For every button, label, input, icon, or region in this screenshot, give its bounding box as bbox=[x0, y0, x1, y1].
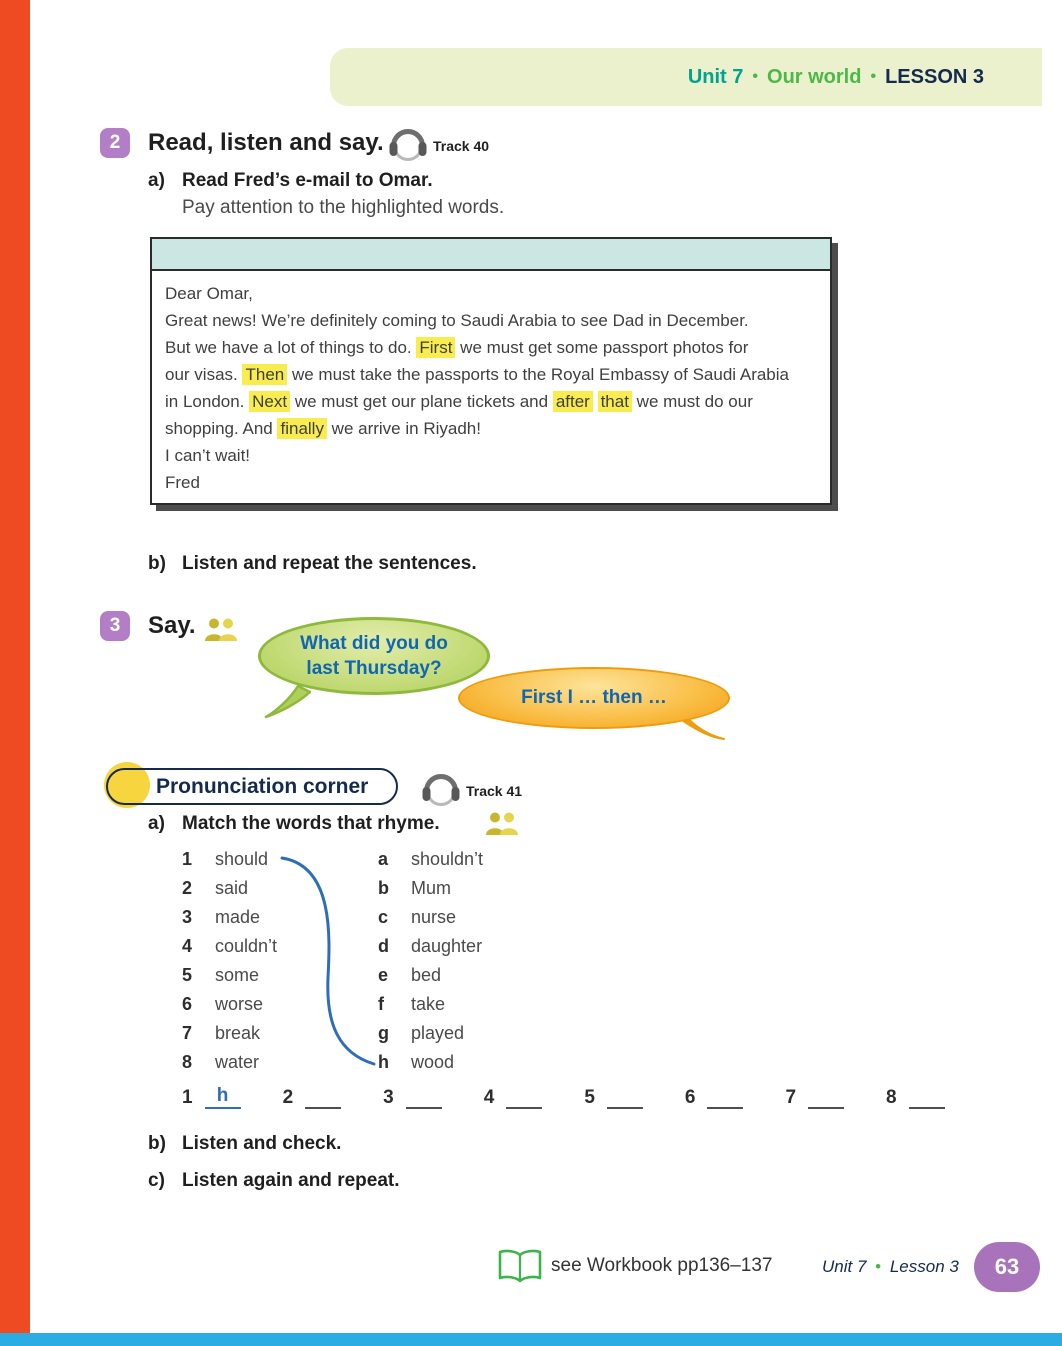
answer-item bbox=[584, 1085, 643, 1109]
highlighted-word: finally bbox=[277, 418, 326, 439]
pair-work-icon bbox=[484, 811, 520, 840]
activity-2-badge: 2 bbox=[100, 128, 130, 158]
item-c-text: Listen again and repeat. bbox=[182, 1170, 400, 1191]
item-a-label: a) bbox=[148, 813, 165, 834]
answers-row bbox=[182, 1085, 945, 1109]
email-line bbox=[165, 415, 817, 442]
match-key: e bbox=[378, 965, 389, 985]
email-box bbox=[150, 237, 832, 505]
match-row bbox=[378, 990, 483, 1019]
item-b-text: Listen and check. bbox=[182, 1133, 342, 1154]
match-word: wood bbox=[411, 1052, 455, 1072]
bubble-line: What did you do bbox=[300, 633, 448, 654]
answer-blank bbox=[707, 1085, 743, 1109]
match-row bbox=[378, 874, 483, 903]
match-row bbox=[182, 874, 277, 903]
answer-number: 1 bbox=[182, 1087, 193, 1108]
item-c-label: c) bbox=[148, 1170, 165, 1191]
email-text: Dear Omar, bbox=[165, 284, 253, 303]
match-key: 7 bbox=[182, 1023, 193, 1043]
match-row bbox=[378, 961, 483, 990]
track-label: Track 41 bbox=[466, 783, 523, 799]
match-word: bed bbox=[411, 965, 442, 985]
match-key: 4 bbox=[182, 936, 193, 956]
open-book-icon bbox=[497, 1248, 543, 1289]
answer-number: 2 bbox=[282, 1087, 294, 1108]
highlighted-word: First bbox=[416, 337, 455, 358]
match-key: d bbox=[378, 936, 389, 956]
match-row bbox=[182, 932, 277, 961]
answer-number: 6 bbox=[684, 1087, 696, 1108]
track-label: Track 40 bbox=[433, 138, 490, 154]
bubble-line: First I … then … bbox=[521, 687, 667, 708]
lesson-ref-separator: • bbox=[875, 1257, 882, 1276]
headphones-icon bbox=[418, 765, 464, 816]
match-row bbox=[378, 903, 483, 932]
email-text: we must get our plane tickets and bbox=[290, 392, 553, 411]
email-line bbox=[165, 442, 817, 469]
email-text: I can’t wait! bbox=[165, 446, 251, 465]
item-a-label: a) bbox=[148, 170, 165, 191]
match-key: g bbox=[378, 1023, 389, 1043]
lesson-ref-lesson: Lesson 3 bbox=[889, 1257, 959, 1276]
email-text: Great news! We’re definitely coming to Saudi Arabia to see Dad in December. bbox=[165, 311, 749, 330]
speech-bubble-question bbox=[258, 617, 490, 695]
match-row bbox=[378, 845, 483, 874]
answer-number: 5 bbox=[584, 1087, 595, 1108]
header-topic: Our world bbox=[767, 65, 862, 88]
email-text: we must take the passports to the Royal Embassy of Saudi Arabia bbox=[287, 365, 789, 384]
email-body bbox=[152, 271, 830, 496]
answer-number: 7 bbox=[785, 1087, 797, 1108]
match-word: Mum bbox=[411, 878, 451, 898]
highlighted-word: Then bbox=[242, 364, 287, 385]
email-text bbox=[593, 392, 598, 411]
pronunciation-corner-title: Pronunciation corner bbox=[106, 768, 398, 805]
answer-blank bbox=[909, 1085, 945, 1109]
header-lesson: LESSON 3 bbox=[885, 65, 984, 88]
match-key: 6 bbox=[182, 994, 193, 1014]
email-text: Fred bbox=[165, 473, 200, 492]
answer-item bbox=[484, 1085, 543, 1109]
answer-blank bbox=[406, 1085, 442, 1109]
match-word: some bbox=[215, 965, 260, 985]
match-key: c bbox=[378, 907, 389, 927]
match-row bbox=[182, 845, 277, 874]
answer-blank bbox=[607, 1085, 643, 1109]
match-word: couldn’t bbox=[215, 936, 278, 956]
email-line bbox=[165, 280, 817, 307]
pair-work-icon bbox=[203, 617, 239, 646]
match-word: made bbox=[215, 907, 261, 927]
answer-blank: h bbox=[205, 1085, 241, 1109]
match-connector-line bbox=[272, 848, 384, 1074]
left-edge-bar bbox=[0, 0, 30, 1333]
match-word: said bbox=[215, 878, 249, 898]
match-key: f bbox=[378, 994, 384, 1014]
answer-item bbox=[685, 1085, 744, 1109]
answer-blank bbox=[808, 1085, 844, 1109]
item-b-label: b) bbox=[148, 553, 166, 574]
match-key: h bbox=[378, 1052, 389, 1072]
match-row bbox=[182, 1019, 277, 1048]
match-key: a bbox=[378, 849, 389, 869]
header-unit: Unit 7 bbox=[687, 65, 744, 88]
activity-3-title: Say. bbox=[148, 612, 196, 639]
email-line bbox=[165, 334, 817, 361]
item-a-text: Read Fred’s e-mail to Omar. bbox=[182, 170, 433, 191]
match-word: played bbox=[411, 1023, 465, 1043]
activity-3-badge: 3 bbox=[100, 611, 130, 641]
speech-bubble-tail bbox=[264, 684, 316, 727]
match-row bbox=[378, 1048, 483, 1077]
match-key: 5 bbox=[182, 965, 193, 985]
match-key: 8 bbox=[182, 1052, 193, 1072]
email-text: we arrive in Riyadh! bbox=[326, 419, 481, 438]
match-row bbox=[182, 903, 277, 932]
item-b-text: Listen and repeat the sentences. bbox=[182, 553, 477, 574]
answer-item bbox=[886, 1085, 945, 1109]
highlighted-word: that bbox=[598, 391, 632, 412]
highlighted-word: after bbox=[553, 391, 593, 412]
match-word: water bbox=[215, 1052, 260, 1072]
answer-item bbox=[182, 1085, 241, 1109]
match-word: break bbox=[215, 1023, 261, 1043]
match-row bbox=[182, 1048, 277, 1077]
email-header-bar bbox=[152, 239, 830, 271]
page-number: 63 bbox=[974, 1242, 1040, 1292]
match-word: nurse bbox=[411, 907, 457, 927]
bubble-line: last Thursday? bbox=[306, 658, 442, 679]
email-text: our visas. bbox=[165, 365, 243, 384]
item-a-subtext: Pay attention to the highlighted words. bbox=[182, 197, 505, 218]
match-key: b bbox=[378, 878, 389, 898]
workbook-reference: see Workbook pp136–137 bbox=[551, 1255, 773, 1276]
match-column-letters bbox=[378, 845, 483, 1077]
email-line bbox=[165, 469, 817, 496]
email-text: we must do our bbox=[631, 392, 753, 411]
item-a-text: Match the words that rhyme. bbox=[182, 813, 440, 834]
highlighted-word: Next bbox=[249, 391, 290, 412]
answer-item bbox=[383, 1085, 442, 1109]
item-b-label: b) bbox=[148, 1133, 166, 1154]
email-line bbox=[165, 388, 817, 415]
email-text: But we have a lot of things to do. bbox=[165, 338, 417, 357]
speech-bubble-answer bbox=[458, 667, 730, 729]
lesson-reference bbox=[822, 1257, 959, 1277]
answer-number: 4 bbox=[483, 1087, 495, 1108]
email-line bbox=[165, 307, 817, 334]
match-row bbox=[182, 961, 277, 990]
email-text: in London. bbox=[165, 392, 250, 411]
answer-blank bbox=[305, 1085, 341, 1109]
match-word: take bbox=[411, 994, 446, 1014]
match-row bbox=[182, 990, 277, 1019]
lesson-ref-unit: Unit 7 bbox=[822, 1257, 867, 1276]
match-word: worse bbox=[215, 994, 264, 1014]
header-separator: • bbox=[752, 68, 759, 85]
answer-blank bbox=[506, 1085, 542, 1109]
answer-number: 8 bbox=[886, 1087, 897, 1108]
email-text: shopping. And bbox=[165, 419, 278, 438]
match-key: 1 bbox=[182, 849, 193, 869]
match-key: 3 bbox=[182, 907, 193, 927]
match-row bbox=[378, 932, 483, 961]
email-text: we must get some passport photos for bbox=[455, 338, 749, 357]
answer-number: 3 bbox=[383, 1087, 394, 1108]
headphones-icon bbox=[385, 120, 431, 171]
match-word: shouldn’t bbox=[411, 849, 484, 869]
match-row bbox=[378, 1019, 483, 1048]
match-word: daughter bbox=[411, 936, 483, 956]
answer-item bbox=[785, 1085, 844, 1109]
match-key: 2 bbox=[182, 878, 193, 898]
match-word: should bbox=[215, 849, 269, 869]
bottom-edge-bar bbox=[0, 1333, 1062, 1346]
answer-item bbox=[283, 1085, 342, 1109]
email-line bbox=[165, 361, 817, 388]
header-separator: • bbox=[870, 68, 877, 85]
match-column-numbers bbox=[182, 845, 277, 1077]
activity-2-title: Read, listen and say. bbox=[148, 129, 384, 156]
header-band bbox=[330, 48, 1042, 106]
